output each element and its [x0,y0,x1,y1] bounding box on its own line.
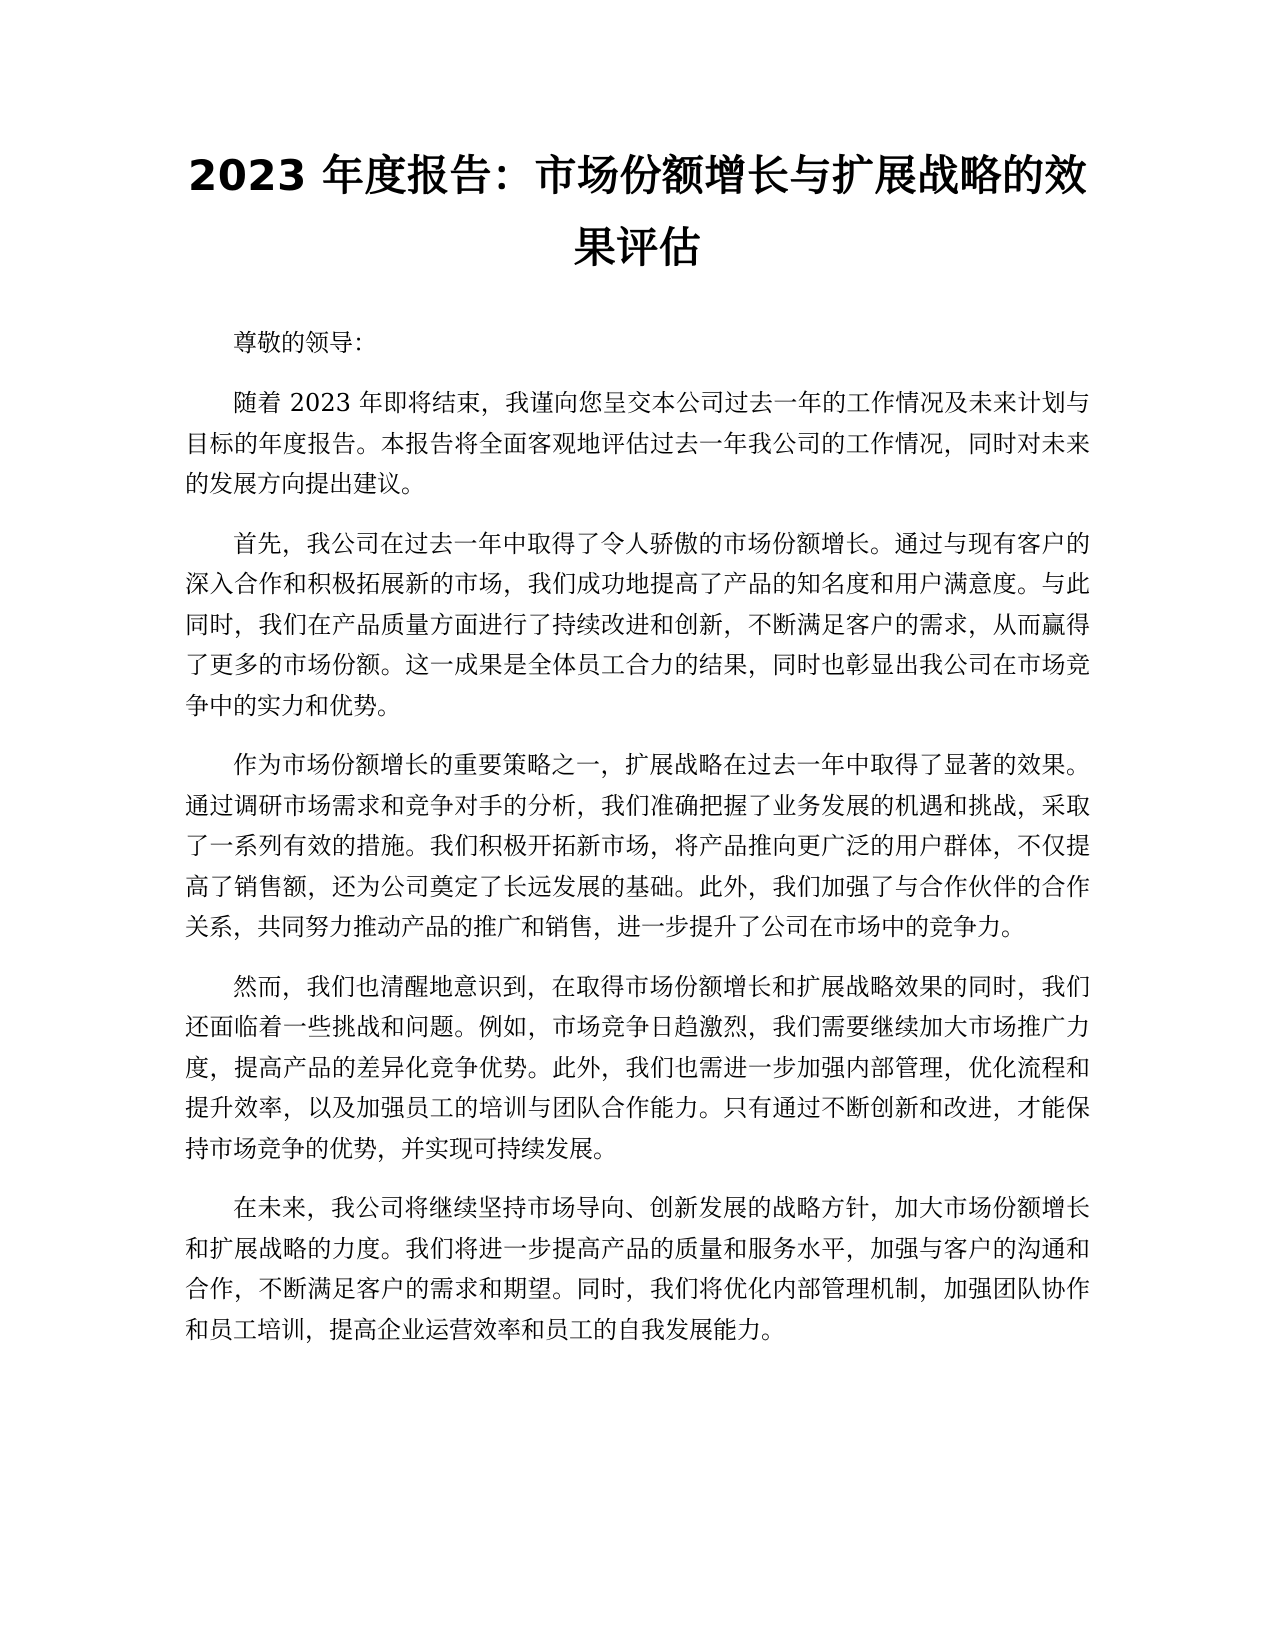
paragraph-future-plans: 在未来，我公司将继续坚持市场导向、创新发展的战略方针，加大市场份额增长和扩展战略的力度。我们将进一步提高产品的质量和服务水平，加强与客户的沟通和合作，不断满足客户的需求和期望。同时，我们将优化内部管理机制，加强团队协作和员工培训，提高企业运营效率和员工的自我发展能力。 [185,1194,1090,1344]
document-title: 2023 年度报告：市场份额增长与扩展战略的效果评估 [187,151,1088,272]
paragraph-expansion-strategy: 作为市场份额增长的重要策略之一，扩展战略在过去一年中取得了显著的效果。通过调研市场需求和竞争对手的分析，我们准确把握了业务发展的机遇和挑战，采取了一系列有效的措施。我们积极开拓新市场，将产品推向更广泛的用户群体，不仅提高了销售额，还为公司奠定了长远发展的基础。此外，我们加强了与合作伙伴的合作关系，共同努力推动产品的推广和销售，进一步提升了公司在市场中的竞争力。 [185,751,1090,941]
paragraph-challenges: 然而，我们也清醒地意识到，在取得市场份额增长和扩展战略效果的同时，我们还面临着一些挑战和问题。例如，市场竞争日趋激烈，我们需要继续加大市场推广力度，提高产品的差异化竞争优势。此外，我们也需进一步加强内部管理，优化流程和提升效率，以及加强员工的培训与团队合作能力。只有通过不断创新和改进，才能保持市场竞争的优势，并实现可持续发展。 [185,972,1090,1163]
salutation: 尊敬的领导： [233,329,377,357]
document-body [185,383,1090,1369]
paragraph-intro: 随着 2023 年即将结束，我谨向您呈交本公司过去一年的工作情况及未来计划与目标的年度报告。本报告将全面客观地评估过去一年我公司的工作情况，同时对未来的发展方向提出建议。 [185,389,1090,498]
paragraph-market-share-growth: 首先，我公司在过去一年中取得了令人骄傲的市场份额增长。通过与现有客户的深入合作和积极拓展新的市场，我们成功地提高了产品的知名度和用户满意度。与此同时，我们在产品质量方面进行了持续改进和创新，不断满足客户的需求，从而赢得了更多的市场份额。这一成果是全体员工合力的结果，同时也彰显出我公司在市场竞争中的实力和优势。 [185,529,1090,720]
